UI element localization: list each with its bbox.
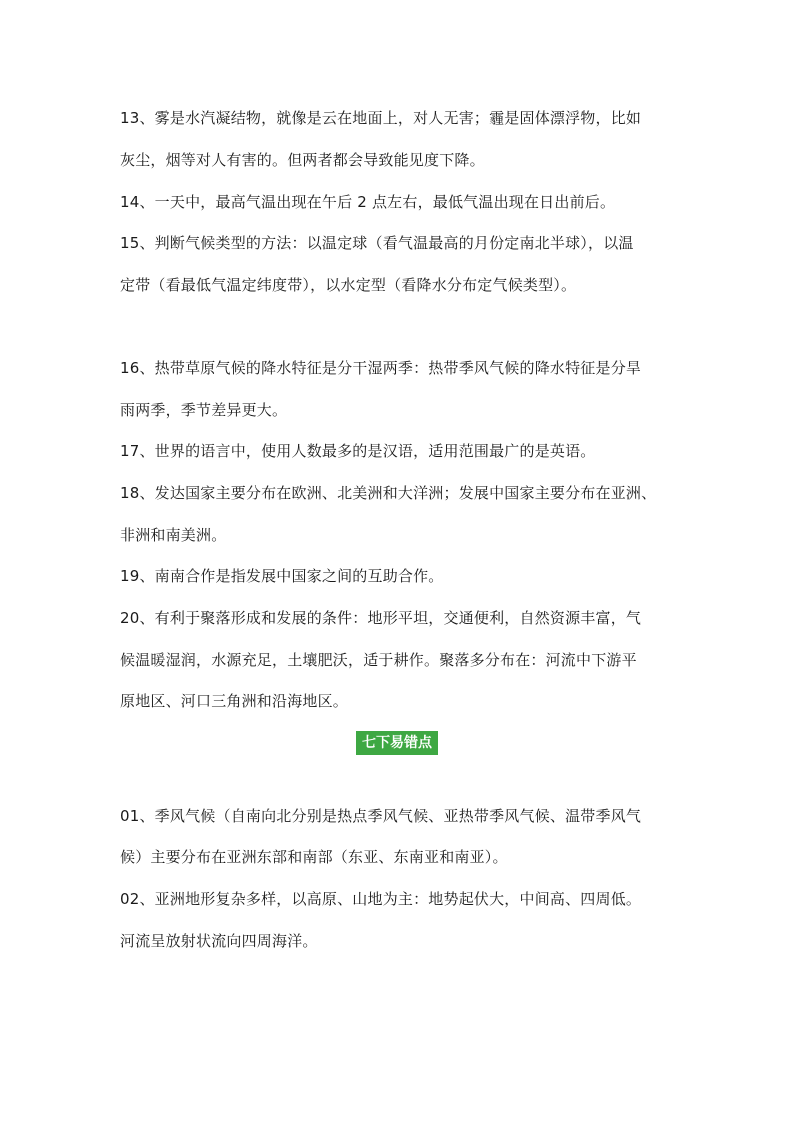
section-banner: 七下易错点 [356,731,438,755]
item-20-line-2: 候温暖湿润，水源充足，土壤肥沃，适于耕作。聚落多分布在：河流中下游平 [120,651,637,669]
item-15-line-1: 15、判断气候类型的方法：以温定球（看气温最高的月份定南北半球），以温 [120,234,634,252]
item-16-line-1: 16、热带草原气候的降水特征是分干湿两季：热带季风气候的降水特征是分旱 [120,359,642,377]
item-01-line-1: 01、季风气候（自南向北分别是热点季风气候、亚热带季风气候、温带季风气 [120,807,642,825]
item-19-line-1: 19、南南合作是指发展中国家之间的互助合作。 [120,567,444,585]
item-20-line-3: 原地区、河口三角洲和沿海地区。 [120,692,349,710]
item-02-line-1: 02、亚洲地形复杂多样，以高原、山地为主：地势起伏大，中间高、四周低。 [120,890,642,908]
item-17-line-1: 17、世界的语言中，使用人数最多的是汉语，适用范围最广的是英语。 [120,442,596,460]
item-13-line-2: 灰尘，烟等对人有害的。但两者都会导致能见度下降。 [120,151,485,169]
item-18-line-2: 非洲和南美洲。 [120,526,227,544]
item-18-line-1: 18、发达国家主要分布在欧洲、北美洲和大洋洲；发展中国家主要分布在亚洲、 [120,484,657,502]
item-15-line-2: 定带（看最低气温定纬度带），以水定型（看降水分布定气候类型）。 [120,276,577,294]
item-02-line-2: 河流呈放射状流向四周海洋。 [120,932,318,950]
item-16-line-2: 雨两季，季节差异更大。 [120,401,288,419]
item-01-line-2: 候）主要分布在亚洲东部和南部（东亚、东南亚和南亚）。 [120,848,508,866]
item-13-line-1: 13、雾是水汽凝结物，就像是云在地面上，对人无害；霾是固体漂浮物，比如 [120,109,642,127]
item-14-line-1: 14、一天中，最高气温出现在午后 2 点左右，最低气温出现在日出前后。 [120,193,616,211]
item-20-line-1: 20、有利于聚落形成和发展的条件：地形平坦，交通便利，自然资源丰富，气 [120,609,642,627]
